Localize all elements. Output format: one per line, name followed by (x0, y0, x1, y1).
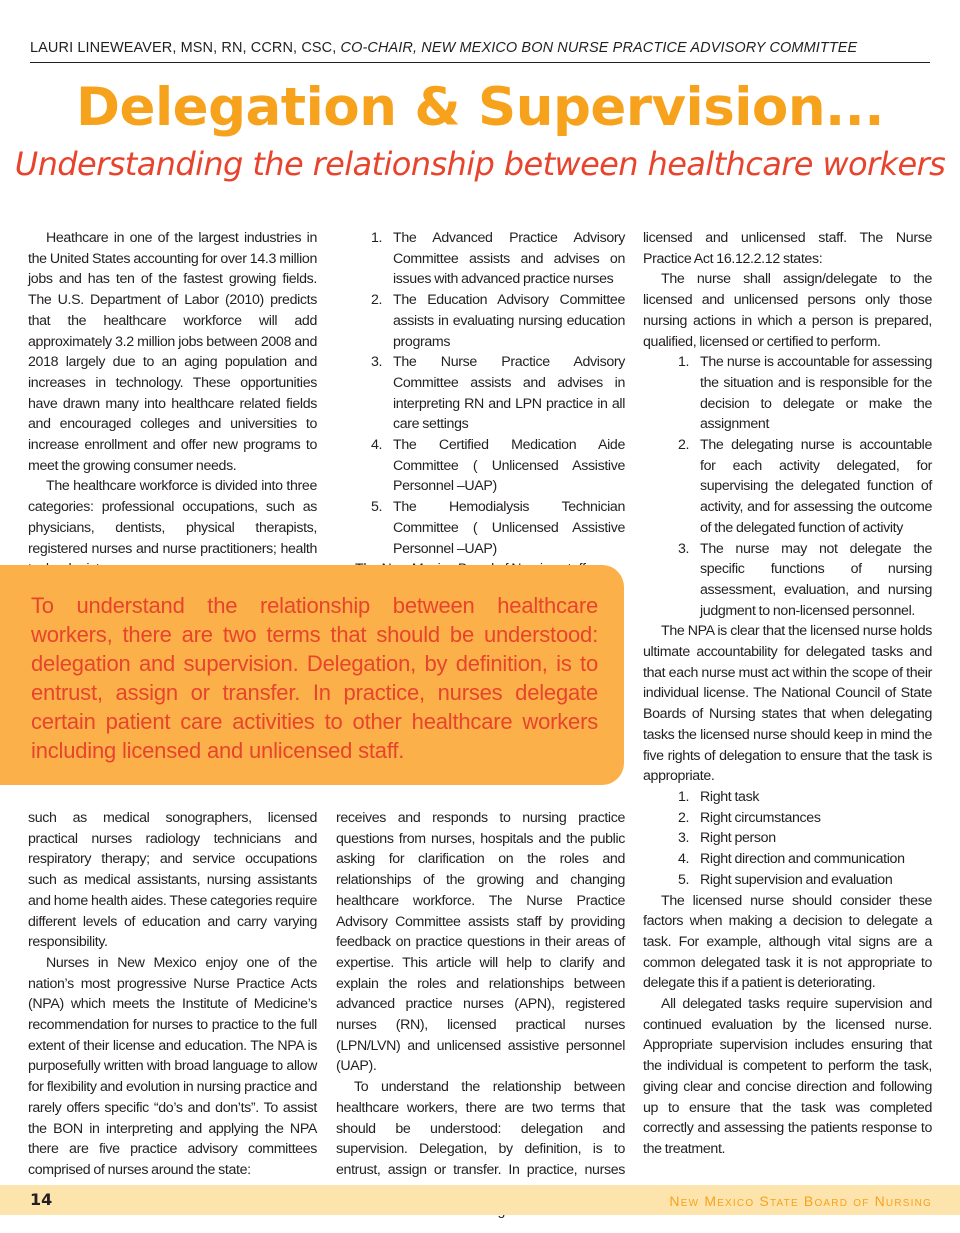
column-1-bottom (28, 808, 317, 1181)
five-rights-list (643, 787, 932, 891)
committee-list (355, 228, 625, 559)
list-text: Right task (700, 788, 760, 805)
list-text: The Hemodialysis Technician Committee ( Unlicensed Assistive Personnel –UAP) (393, 499, 625, 557)
list-item (643, 539, 932, 622)
delegation-rules-list (643, 352, 932, 621)
paragraph: The licensed nurse should consider these factors when making a decision to delegate a task. For example, although vital signs are a common delegated task it is not appropriate to delegate this if a patient is deteriorating. (643, 892, 932, 992)
list-item (643, 849, 932, 870)
list-text: The Education Advisory Committee assists in evaluating nursing education programs (393, 292, 625, 350)
column-2-top (355, 228, 625, 580)
list-number: 1. (678, 788, 690, 805)
paragraph: Heathcare in one of the largest industries in the United States accounting for over 14.3 million jobs and has ten of the fastest growing fields. The U.S. Department of Labor (2010) predicts that the healthcare workforce will add approximately 3.2 million jobs between 2008 and 2018 largely due to an aging population and increases in technology. These opportunities have drawn many into healthcare related fields and encouraged colleges and universities to increase enrollment and offer new programs to meet the growing consumer needs. (28, 230, 317, 474)
list-item (355, 497, 625, 559)
list-number: 4. (678, 851, 690, 868)
list-text: Right person (700, 830, 776, 847)
list-item (643, 352, 932, 435)
list-number: 2. (678, 809, 690, 826)
paragraph: The nurse shall assign/delegate to the licensed and unlicensed persons only those nursing actions in which a person is prepared, qualified, licensed or certified to perform. (643, 271, 932, 350)
paragraph: The NPA is clear that the licensed nurse holds ultimate accountability for delegated tasks and that each nurse must act within the scope of their individual license. The National Council of State Boards of Nursing states that when delegating tasks the licensed nurse should keep in mind the five rights of delegation to ensure that the task is appropriate. (643, 623, 932, 785)
pull-quote-text: To understand the relationship between healthcare workers, there are two terms that should be understood: delegation and supervision. Delegation, by definition, is to entrust, assign or transfer. In practice, nurses delegate certain patient care activities to other healthcare workers including licensed and unlicensed staff. (31, 593, 598, 763)
list-item (355, 228, 625, 290)
column-2-bottom (336, 808, 625, 1222)
list-number: 3. (371, 354, 383, 371)
list-item (643, 787, 932, 808)
list-text: Right supervision and evaluation (700, 871, 893, 888)
list-text: The nurse may not delegate the specific functions of nursing assessment, evaluation, and nursing judgment to non-licensed personnel. (700, 540, 932, 619)
list-text: The Advanced Practice Advisory Committee assists and advises on issues with advanced practice nurses (393, 230, 625, 288)
list-number: 1. (371, 230, 383, 246)
list-item (355, 290, 625, 352)
paragraph: licensed and unlicensed staff. The Nurse Practice Act 16.12.2.12 states: (643, 230, 932, 267)
list-number: 3. (678, 830, 690, 847)
paragraph: All delegated tasks require supervision and continued evaluation by the licensed nurse. Appropriate supervision includes ensuring that the individual is competent to perform the task, giving clear and concise direction and following up to ensure that the task was completed correctly and assessing the patients response to the treatment. (643, 996, 932, 1157)
header-rule (30, 62, 930, 63)
list-item (643, 828, 932, 849)
list-number: 5. (678, 871, 690, 888)
column-3 (643, 228, 932, 1160)
list-number: 5. (371, 499, 383, 516)
article-title: Delegation & Supervision... (76, 77, 884, 138)
byline (30, 40, 930, 56)
list-number: 2. (678, 437, 690, 454)
list-text: Right circumstances (700, 809, 821, 826)
list-number: 2. (371, 292, 383, 309)
list-item (355, 435, 625, 497)
list-item (643, 435, 932, 539)
list-text: The nurse is accountable for assessing the situation and is responsible for the decision to delegate or make the assignment (700, 354, 932, 433)
paragraph: receives and responds to nursing practice questions from nurses, hospitals and the public asking for clarification on the roles and relationships of the growing and changing healthcare workforce. The Nurse Practice Advisory Committee assists staff by providing feedback on practice questions in their areas of expertise. This article will help to clarify and explain the roles and relationships between advanced practice nurses (APN), registered nurses (RN), licensed practical nurses (LPN/LVN) and unlicensed assistive personnel (UAP). (336, 810, 625, 1075)
list-number: 3. (678, 540, 690, 557)
list-item (643, 870, 932, 891)
list-text: The Nurse Practice Advisory Committee assists and advises in interpreting RN and LPN practice in all care settings (393, 354, 625, 433)
page-number: 14 (30, 1190, 53, 1209)
list-item (643, 808, 932, 829)
column-1-top (28, 228, 317, 580)
author-role: CO-CHAIR, NEW MEXICO BON NURSE PRACTICE ADVISORY COMMITTEE (340, 40, 858, 56)
paragraph: To understand the relationship between healthcare workers, there are two terms that should be understood: delegation and supervision. Delegation, by definition, is to entrust, assign or transfer. In practice, nurses (336, 1079, 625, 1178)
author-name: LAURI LINEWEAVER, MSN, RN, CCRN, CSC, (30, 40, 337, 56)
paragraph: such as medical sonographers, licensed practical nurses radiology technicians and respiratory therapy; and service occupations such as medical assistants, nursing assistants and home health aides. These categories require different levels of education and carry varying responsibility. (28, 810, 317, 951)
footer-brand: New Mexico State Board of Nursing (669, 1193, 932, 1209)
list-text: The delegating nurse is accountable for each activity delegated, for supervising the delegated function of activity, and for assessing the outcome of the delegated function of activity (700, 437, 932, 536)
article-subtitle: Understanding the relationship between healthcare workers (14, 145, 946, 183)
paragraph: Nurses in New Mexico enjoy one of the nation’s most progressive Nurse Practice Acts (NPA) which meets the Institute of Medicine’s recommendation for nurses to practice to the full extent of their license and education. The NPA is purposefully written with broad language to allow for flexibility and evolution in nursing practice and rarely offers specific “do’s and don’ts”. To assist the BON in interpreting and applying the NPA there are five practice advisory committees comprised of nurses around the state: (28, 954, 317, 1178)
list-number: 4. (371, 437, 383, 454)
list-number: 1. (678, 354, 690, 371)
list-text: Right direction and communication (700, 851, 905, 868)
list-text: The Certified Medication Aide Committee ( Unlicensed Assistive Personnel –UAP) (393, 437, 625, 495)
paragraph: The healthcare workforce is divided into three categories: professional occupations, such as physicians, dentists, physical therapists, registered nurses and nurse practitioners; health (28, 478, 317, 557)
list-item (355, 352, 625, 435)
